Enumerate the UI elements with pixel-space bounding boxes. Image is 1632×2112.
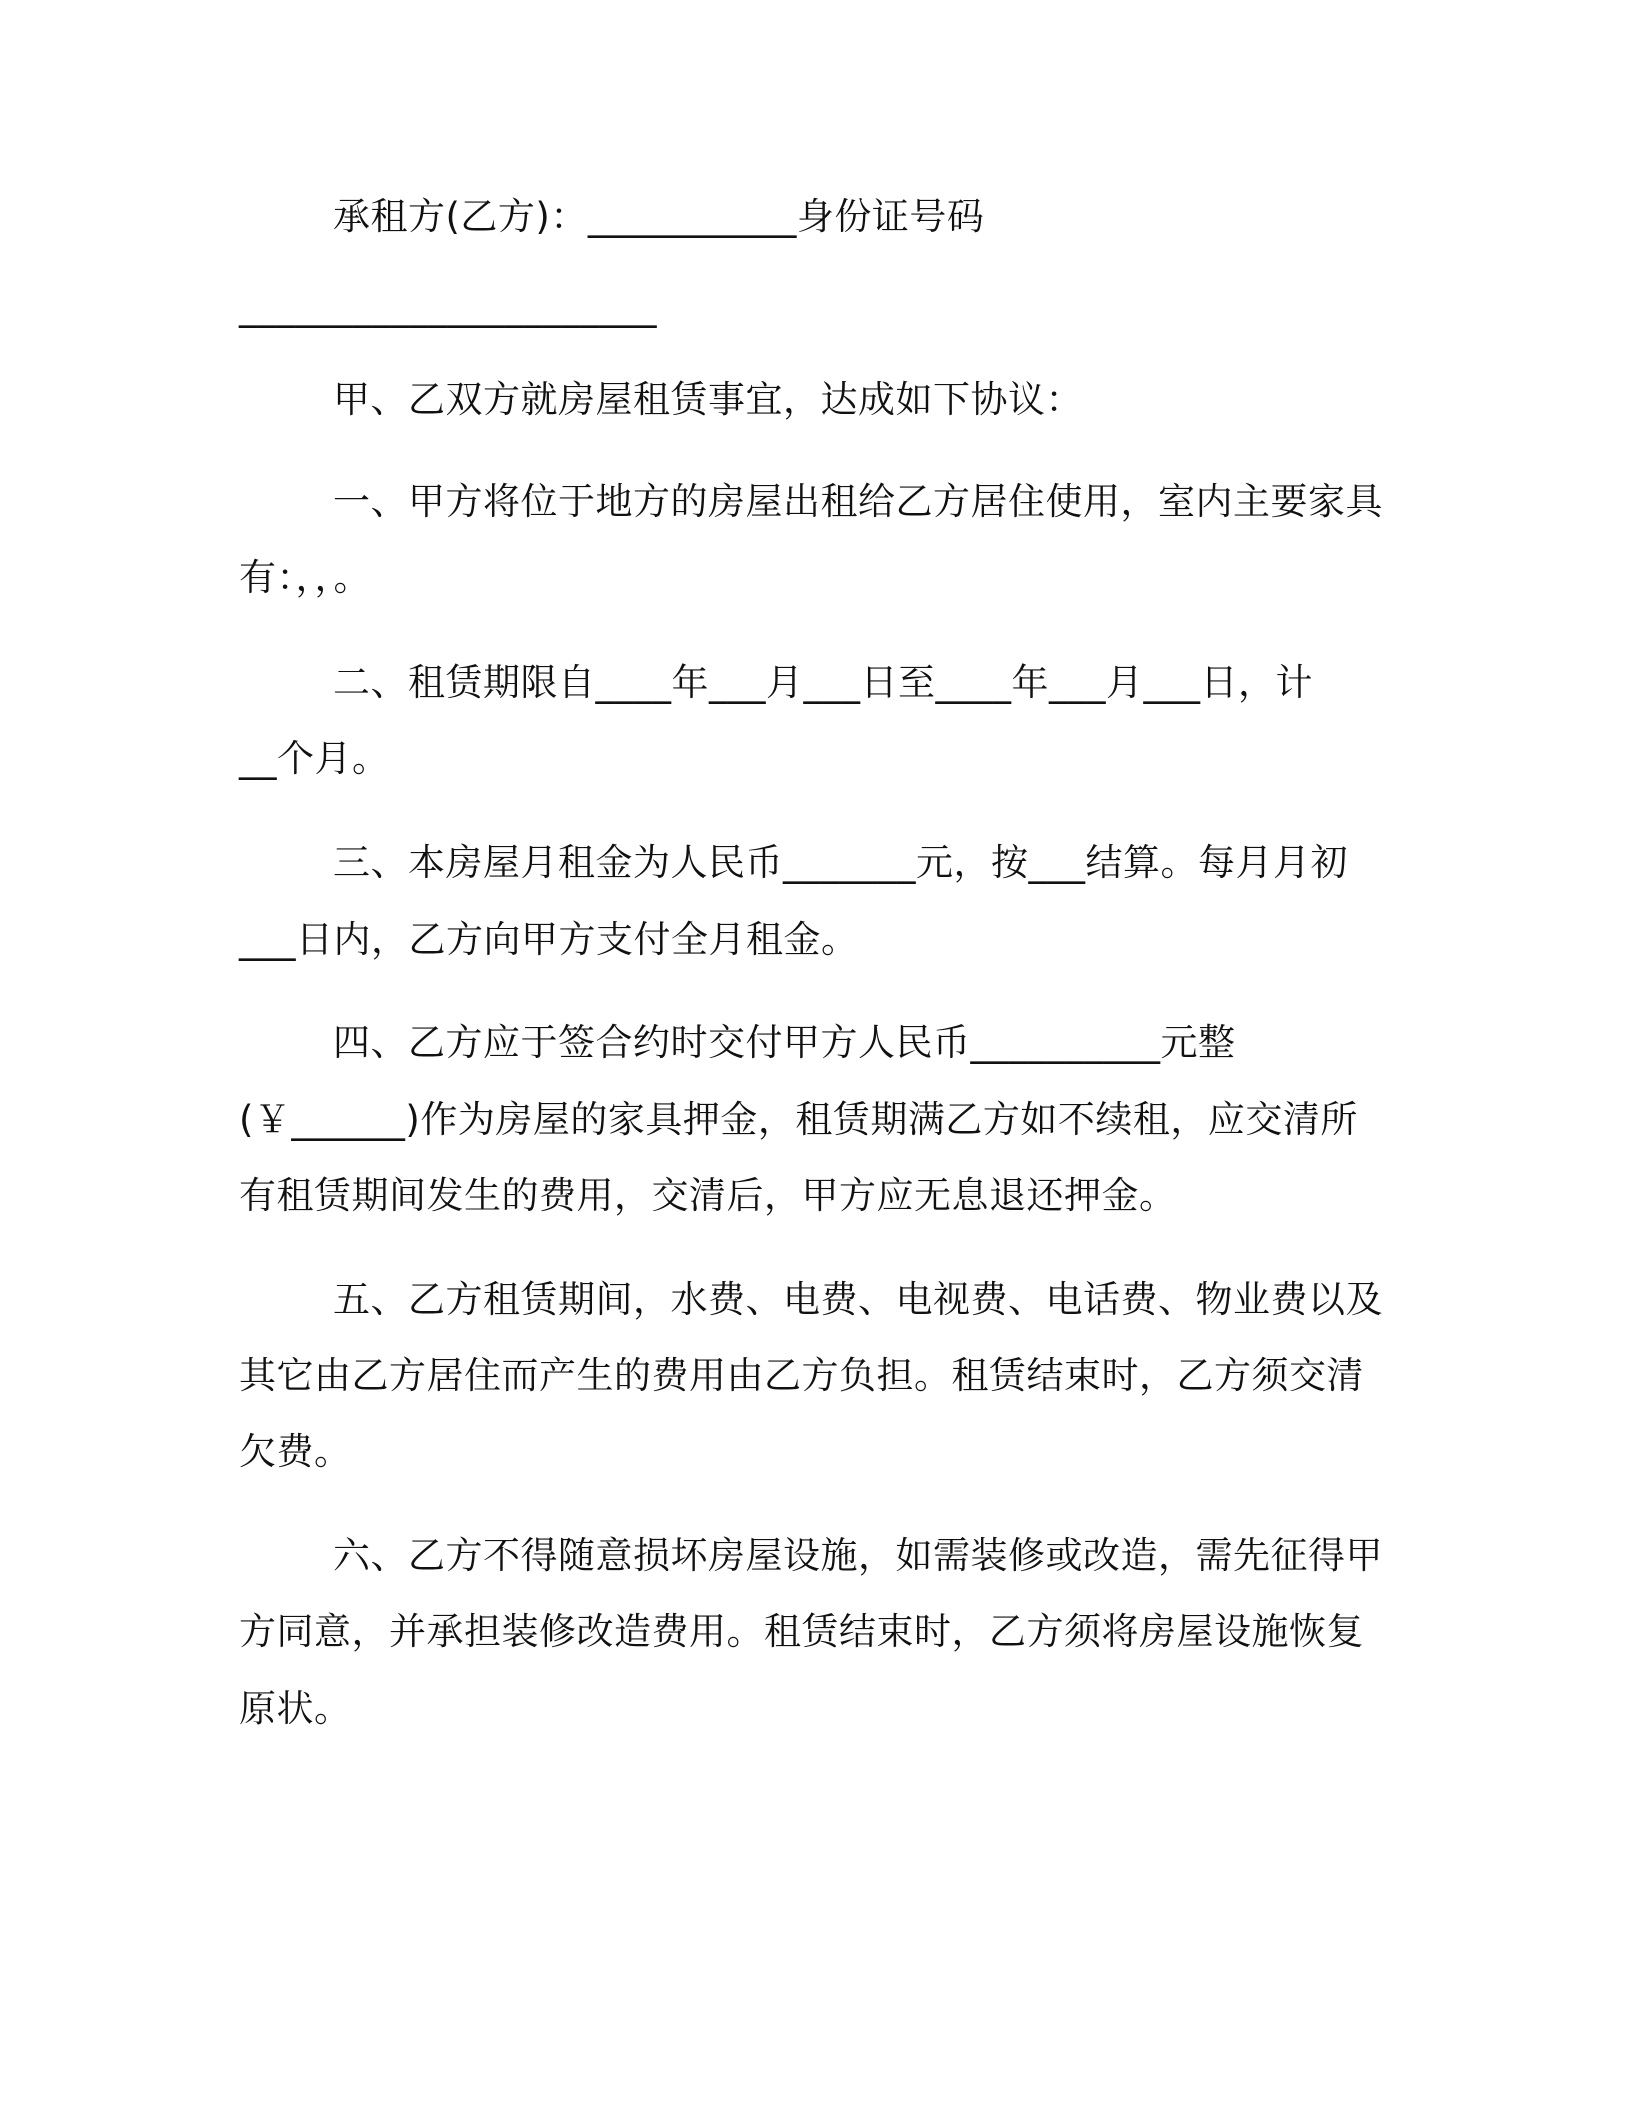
tenant-line: 承租方(乙方)：___________身份证号码	[333, 195, 985, 238]
clause-5-line-1: 五、乙方租赁期间，水费、电费、电视费、电话费、物业费以及	[333, 1278, 1383, 1321]
clause-4-line-1: 四、乙方应于签合约时交付甲方人民币__________元整	[333, 1021, 1236, 1064]
clause-1-line-1: 一、甲方将位于地方的房屋出租给乙方居住使用，室内主要家具	[333, 480, 1383, 523]
clause-6-line-1: 六、乙方不得随意损坏房屋设施，如需装修或改造，需先征得甲	[333, 1534, 1383, 1577]
clause-6-line-3: 原状。	[239, 1687, 352, 1730]
clause-5-line-3: 欠费。	[239, 1430, 352, 1473]
clause-3-line-1: 三、本房屋月租金为人民币_______元，按___结算。每月月初	[333, 841, 1348, 884]
clause-3-line-2: ___日内，乙方向甲方支付全月租金。	[239, 918, 859, 961]
clause-6-line-2: 方同意，并承担装修改造费用。租赁结束时，乙方须将房屋设施恢复	[239, 1610, 1364, 1653]
clause-2-line-2: __个月。	[239, 737, 390, 780]
clause-4-line-3: 有租赁期间发生的费用，交清后，甲方应无息退还押金。	[239, 1174, 1177, 1217]
clause-1-line-2: 有：，，。	[239, 556, 371, 599]
clause-5-line-2: 其它由乙方居住而产生的费用由乙方负担。租赁结束时，乙方须交清	[239, 1354, 1364, 1397]
id-number-blank-line: ______________________	[239, 285, 657, 328]
clause-4-line-2: (￥______)作为房屋的家具押金，租赁期满乙方如不续租，应交清所	[239, 1098, 1358, 1141]
clause-2-line-1: 二、租赁期限自____年___月___日至____年___月___日，计	[333, 661, 1313, 704]
agreement-intro-line: 甲、乙双方就房屋租赁事宜，达成如下协议：	[333, 378, 1083, 421]
